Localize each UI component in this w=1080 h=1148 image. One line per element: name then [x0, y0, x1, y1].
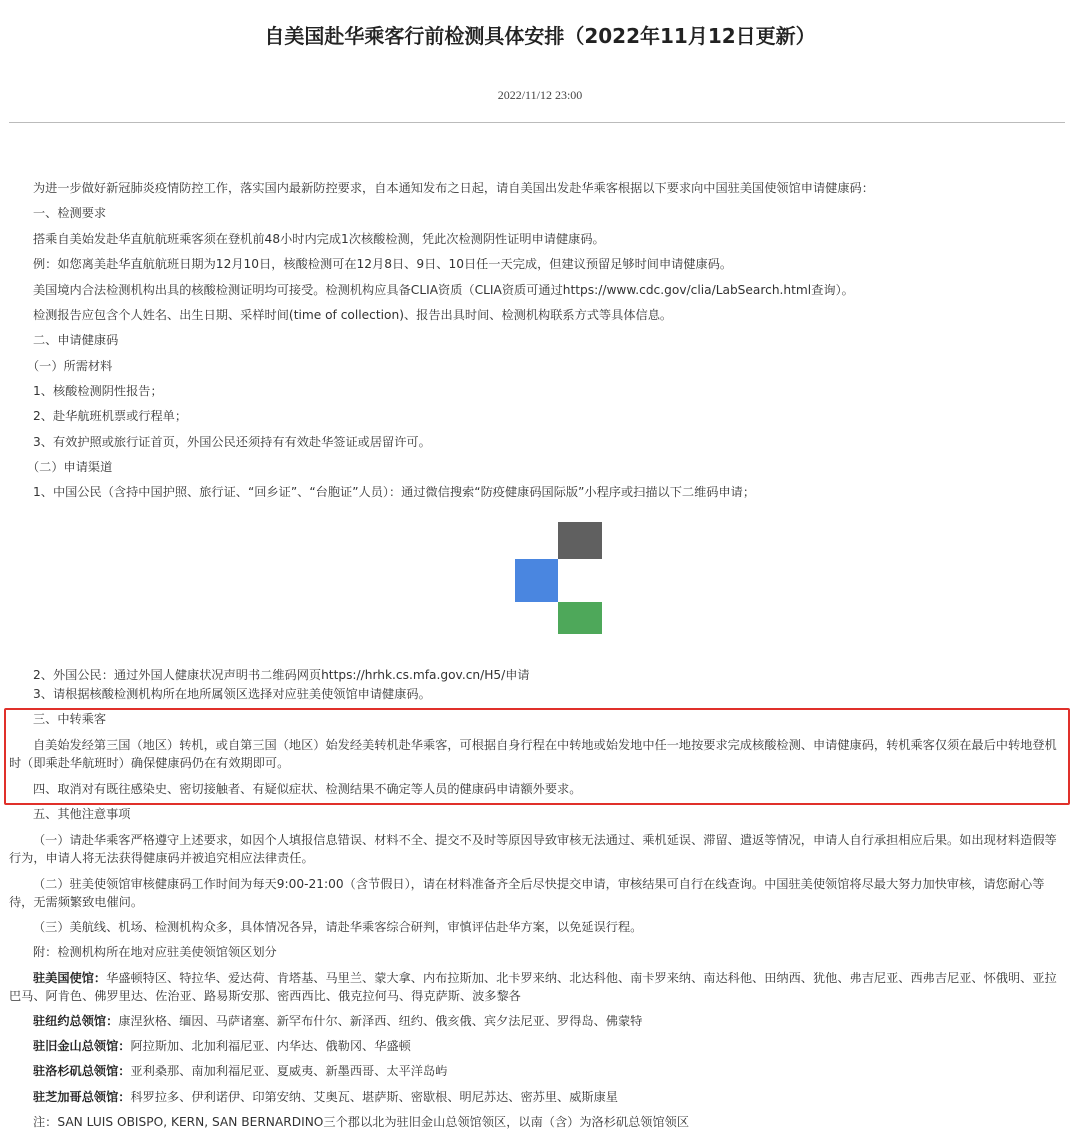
subsection-heading: （二）申请渠道 [27, 460, 113, 474]
consulate-states: 阿拉斯加、北加利福尼亚、内华达、俄勒冈、华盛顿 [130, 1039, 411, 1053]
consulate-row [9, 1062, 1068, 1080]
paragraph: （一）请赴华乘客严格遵守上述要求，如因个人填报信息错误、材料不全、提交不及时等原因导致审核无法通过、乘机延误、滞留、遣返等情况，申请人自行承担相应后果。如出现材料造假等行为，申请人将无法获得健康码并被追究相应法律责任。 [9, 833, 1057, 865]
list-item: 3、请根据核酸检测机构所在地所属领区选择对应驻美使领馆申请健康码。 [33, 687, 431, 701]
publish-date: 2022/11/12 23:00 [497, 88, 583, 102]
paragraph: 检测报告应包含个人姓名、出生日期、采样时间(time of collection)、报告出具时间、检测机构联系方式等具体信息。 [33, 308, 673, 322]
consulate-row [9, 1037, 1068, 1055]
qr-code-image [515, 520, 603, 635]
section-heading: 五、其他注意事项 [33, 807, 131, 821]
list-item: 2、外国公民：通过外国人健康状况声明书二维码网页https://hrhk.cs.mfa.gov.cn/H5/申请 [33, 668, 530, 682]
consulate-name: 驻美国使馆： [33, 971, 107, 985]
consulate-name: 驻纽约总领馆： [33, 1014, 119, 1028]
consulate-states: 华盛顿特区、特拉华、爱达荷、肯塔基、马里兰、蒙大拿、内布拉斯加、北卡罗来纳、北达科他、南卡罗来纳、南达科他、田纳西、犹他、弗吉尼亚、西弗吉尼亚、怀俄明、亚拉巴马、阿肯色、佛罗里达、佐治亚、路易斯安那、密西西比、俄克拉何马、得克萨斯、波多黎各 [9, 971, 1057, 1003]
list-item: 2、赴华航班机票或行程单； [33, 409, 188, 423]
consulate-name: 驻洛杉矶总领馆： [33, 1064, 131, 1078]
subsection-heading: （一）所需材料 [27, 359, 113, 373]
section-heading: 一、检测要求 [33, 206, 107, 220]
consulate-states: 亚利桑那、南加利福尼亚、夏威夷、新墨西哥、太平洋岛屿 [130, 1064, 448, 1078]
divider [9, 122, 1065, 123]
paragraph: （三）美航线、机场、检测机构众多，具体情况各异，请赴华乘客综合研判，审慎评估赴华方案，以免延误行程。 [33, 920, 643, 934]
article-title: 自美国赴华乘客行前检测具体安排（2022年11月12日更新） [264, 24, 816, 48]
section-heading: 三、中转乘客 [33, 712, 107, 726]
paragraph: 美国境内合法检测机构出具的核酸检测证明均可接受。检测机构应具备CLIA资质（CLIA资质可通过https://www.cdc.gov/clia/LabSearch.html查询）。 [33, 283, 854, 297]
note-text: 注：SAN LUIS OBISPO, KERN, SAN BERNARDINO三个郡以北为驻旧金山总领馆领区，以南（含）为洛杉矶总领馆领区 [33, 1115, 690, 1129]
consulate-name: 驻芝加哥总领馆： [33, 1090, 131, 1104]
paragraph: 自美始发经第三国（地区）转机，或自第三国（地区）始发经美转机赴华乘客，可根据自身行程在中转地或始发地中任一地按要求完成核酸检测、申请健康码，转机乘客仅须在最后中转地登机时（即乘赴华航班时）确保健康码仍在有效期即可。 [9, 738, 1057, 770]
paragraph: （二）驻美使领馆审核健康码工作时间为每天9:00-21:00（含节假日），请在材料准备齐全后尽快提交申请，审核结果可自行在线查询。中国驻美使领馆将尽最大努力加快审核，请您耐心等待，无需频繁致电催问。 [9, 877, 1045, 909]
intro-text: 为进一步做好新冠肺炎疫情防控工作，落实国内最新防控要求，自本通知发布之日起，请自美国出发赴华乘客根据以下要求向中国驻美国使领馆申请健康码： [33, 181, 874, 195]
consulate-name: 驻旧金山总领馆： [33, 1039, 131, 1053]
consulate-states: 科罗拉多、伊利诺伊、印第安纳、艾奥瓦、堪萨斯、密歇根、明尼苏达、密苏里、威斯康星 [130, 1090, 618, 1104]
consulate-row [9, 1012, 1068, 1030]
paragraph: 例：如您离美赴华直航航班日期为12月10日，核酸检测可在12月8日、9日、10日任一天完成，但建议预留足够时间申请健康码。 [33, 257, 733, 271]
appendix-heading: 附：检测机构所在地对应驻美使领馆领区划分 [33, 945, 277, 959]
consulate-row [9, 969, 1068, 1005]
list-item: 1、核酸检测阴性报告； [33, 384, 163, 398]
paragraph: 搭乘自美始发赴华直航航班乘客须在登机前48小时内完成1次核酸检测，凭此次检测阴性证明申请健康码。 [33, 232, 605, 246]
list-item: 3、有效护照或旅行证首页，外国公民还须持有有效赴华签证或居留许可。 [33, 435, 431, 449]
section-heading: 二、申请健康码 [33, 333, 119, 347]
section-heading: 四、取消对有既往感染史、密切接触者、有疑似症状、检测结果不确定等人员的健康码申请额外要求。 [33, 782, 582, 796]
list-item: 1、中国公民（含持中国护照、旅行证、“回乡证”、“台胞证”人员）：通过微信搜索“防疫健康码国际版”小程序或扫描以下二维码申请； [33, 485, 756, 499]
consulate-row [9, 1088, 1068, 1106]
consulate-states: 康涅狄格、缅因、马萨诸塞、新罕布什尔、新泽西、纽约、俄亥俄、宾夕法尼亚、罗得岛、佛蒙特 [118, 1014, 643, 1028]
